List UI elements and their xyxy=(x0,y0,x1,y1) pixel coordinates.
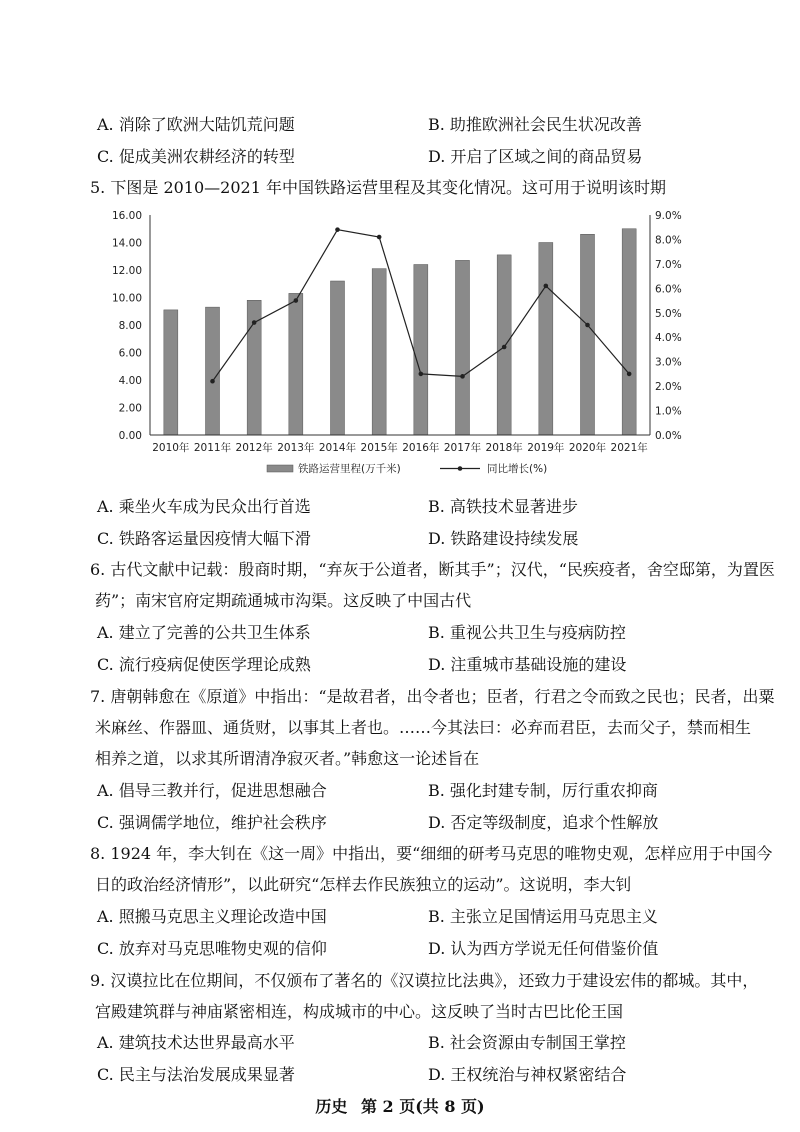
q4-option-a: A. 消除了欧洲大陆饥荒问题 xyxy=(97,115,295,134)
growth-point xyxy=(460,374,465,379)
x-tick-label: 2018年 xyxy=(485,442,523,454)
q6-option-d: D. 注重城市基础设施的建设 xyxy=(428,655,627,674)
y-tick-label-right: 3.0% xyxy=(655,356,682,369)
legend-bar-label: 铁路运营里程(万千米) xyxy=(298,463,401,475)
growth-point xyxy=(627,372,632,377)
q8-option-c: C. 放弃对马克思唯物史观的信仰 xyxy=(97,939,327,958)
q5-option-b: B. 高铁技术显著进步 xyxy=(428,497,578,516)
y-tick-label-right: 4.0% xyxy=(655,332,682,345)
q8-stem-line-1: 8. 1924 年，李大钊在《这一周》中指出，要“细细的研考马克思的唯物史观，怎样应用于中国今 xyxy=(90,844,773,863)
growth-point xyxy=(210,379,215,384)
y-tick-label-left: 16.00 xyxy=(111,210,142,222)
y-tick-label-left: 4.00 xyxy=(118,375,142,387)
x-tick-label: 2016年 xyxy=(402,442,440,454)
q4-option-b: B. 助推欧洲社会民生状况改善 xyxy=(428,115,642,134)
q4-option-c: C. 促成美洲农耕经济的转型 xyxy=(97,147,295,166)
y-tick-label-right: 7.0% xyxy=(655,258,682,271)
x-tick-label: 2010年 xyxy=(152,442,190,454)
footer-subject: 历史 xyxy=(315,1097,348,1116)
q9-option-b: B. 社会资源由专制国王掌控 xyxy=(428,1033,626,1052)
y-tick-label-right: 9.0% xyxy=(655,210,682,222)
q5-option-a: A. 乘坐火车成为民众出行首选 xyxy=(97,497,311,516)
q9-stem-line-1: 9. 汉谟拉比在位期间，不仅颁布了著名的《汉谟拉比法典》，还致力于建设宏伟的都城。其中， xyxy=(90,971,759,990)
q7-stem-line-3: 相养之道，以求其所谓清净寂灭者。”韩愈这一论述旨在 xyxy=(95,749,480,768)
x-tick-label: 2013年 xyxy=(277,442,315,454)
q9-option-a: A. 建筑技术达世界最高水平 xyxy=(97,1033,295,1052)
bar xyxy=(539,243,553,436)
x-tick-label: 2015年 xyxy=(360,442,398,454)
x-tick-label: 2012年 xyxy=(235,442,273,454)
y-tick-label-left: 14.00 xyxy=(111,237,142,250)
q7-option-c: C. 强调儒学地位，维护社会秩序 xyxy=(97,813,327,832)
x-tick-label: 2021年 xyxy=(610,442,648,454)
q5-option-c: C. 铁路客运量因疫情大幅下滑 xyxy=(97,529,311,548)
x-tick-label: 2019年 xyxy=(527,442,565,454)
q8-option-b: B. 主张立足国情运用马克思主义 xyxy=(428,907,658,926)
x-tick-label: 2011年 xyxy=(193,442,232,454)
growth-point xyxy=(294,298,299,303)
growth-point xyxy=(585,323,590,328)
q4-option-d: D. 开启了区域之间的商品贸易 xyxy=(428,147,643,166)
y-tick-label-left: 2.00 xyxy=(118,402,142,415)
bar xyxy=(414,265,428,436)
bar xyxy=(581,234,595,435)
q5-stem: 5. 下图是 2010—2021 年中国铁路运营里程及其变化情况。这可用于说明该时期 xyxy=(90,178,666,197)
q7-stem-line-1: 7. 唐朝韩愈在《原道》中指出：“是故君者，出令者也；臣者，行君之令而致之民也；民者，出粟 xyxy=(90,687,775,706)
q7-option-b: B. 强化封建专制，厉行重农抑商 xyxy=(428,781,658,800)
bar xyxy=(372,269,386,435)
y-tick-label-left: 12.00 xyxy=(111,265,142,277)
q9-option-d: D. 王权统治与神权紧密结合 xyxy=(428,1065,627,1084)
q5-option-d: D. 铁路建设持续发展 xyxy=(428,529,579,548)
bar xyxy=(331,281,345,435)
q6-option-c: C. 流行疫病促使医学理论成熟 xyxy=(97,655,311,674)
legend-line-marker xyxy=(458,466,463,471)
footer-page-number: 第 2 页(共 8 页) xyxy=(360,1097,485,1116)
growth-point xyxy=(335,227,340,232)
q6-stem-line-1: 6. 古代文献中记载：殷商时期，“弃灰于公道者，断其手”；汉代，“民疾疫者，舍空邸第，为置医 xyxy=(90,560,775,579)
x-tick-label: 2014年 xyxy=(318,442,357,454)
growth-point xyxy=(419,372,424,377)
bar xyxy=(456,260,470,435)
q9-stem-line-2: 宫殿建筑群与神庙紧密相连，构成城市的中心。这反映了当时古巴比伦王国 xyxy=(95,1002,624,1021)
bar xyxy=(206,307,220,435)
bar xyxy=(289,293,303,435)
q7-option-d: D. 否定等级制度，追求个性解放 xyxy=(428,813,659,832)
page-footer xyxy=(0,1094,800,1117)
growth-point xyxy=(377,235,382,240)
y-tick-label-left: 0.00 xyxy=(118,430,142,442)
y-tick-label-left: 6.00 xyxy=(118,347,142,360)
q8-option-d: D. 认为西方学说无任何借鉴价值 xyxy=(428,939,659,958)
bar xyxy=(622,229,636,435)
y-tick-label-right: 0.0% xyxy=(655,430,682,442)
y-tick-label-right: 1.0% xyxy=(655,405,682,418)
legend-bar-swatch xyxy=(267,465,293,472)
y-tick-label-right: 6.0% xyxy=(655,283,682,296)
growth-point xyxy=(544,284,549,289)
railway-chart xyxy=(95,200,695,490)
y-tick-label-right: 5.0% xyxy=(655,307,682,320)
q9-option-c: C. 民主与法治发展成果显著 xyxy=(97,1065,295,1084)
q8-stem-line-2: 日的政治经济情形”，以此研究“怎样去作民族独立的运动”。这说明，李大钊 xyxy=(95,875,632,894)
bar xyxy=(164,310,178,435)
y-tick-label-right: 2.0% xyxy=(655,381,682,394)
q8-option-a: A. 照搬马克思主义理论改造中国 xyxy=(97,907,327,926)
x-tick-label: 2020年 xyxy=(568,442,607,454)
x-tick-label: 2017年 xyxy=(443,442,482,454)
y-tick-label-left: 8.00 xyxy=(118,320,142,332)
q6-stem-line-2: 药”；南宋官府定期疏通城市沟渠。这反映了中国古代 xyxy=(95,591,472,610)
y-tick-label-left: 10.00 xyxy=(111,292,142,305)
q7-option-a: A. 倡导三教并行，促进思想融合 xyxy=(97,781,327,800)
y-tick-label-right: 8.0% xyxy=(655,234,682,247)
growth-point xyxy=(502,345,507,350)
growth-point xyxy=(252,320,257,325)
q7-stem-line-2: 米麻丝、作器皿、通货财，以事其上者也。……今其法曰：必弃而君臣，去而父子，禁而相生 xyxy=(95,718,752,737)
q6-option-a: A. 建立了完善的公共卫生体系 xyxy=(97,623,311,642)
q6-option-b: B. 重视公共卫生与疫病防控 xyxy=(428,623,626,642)
legend-line-label: 同比增长(%) xyxy=(487,463,548,475)
